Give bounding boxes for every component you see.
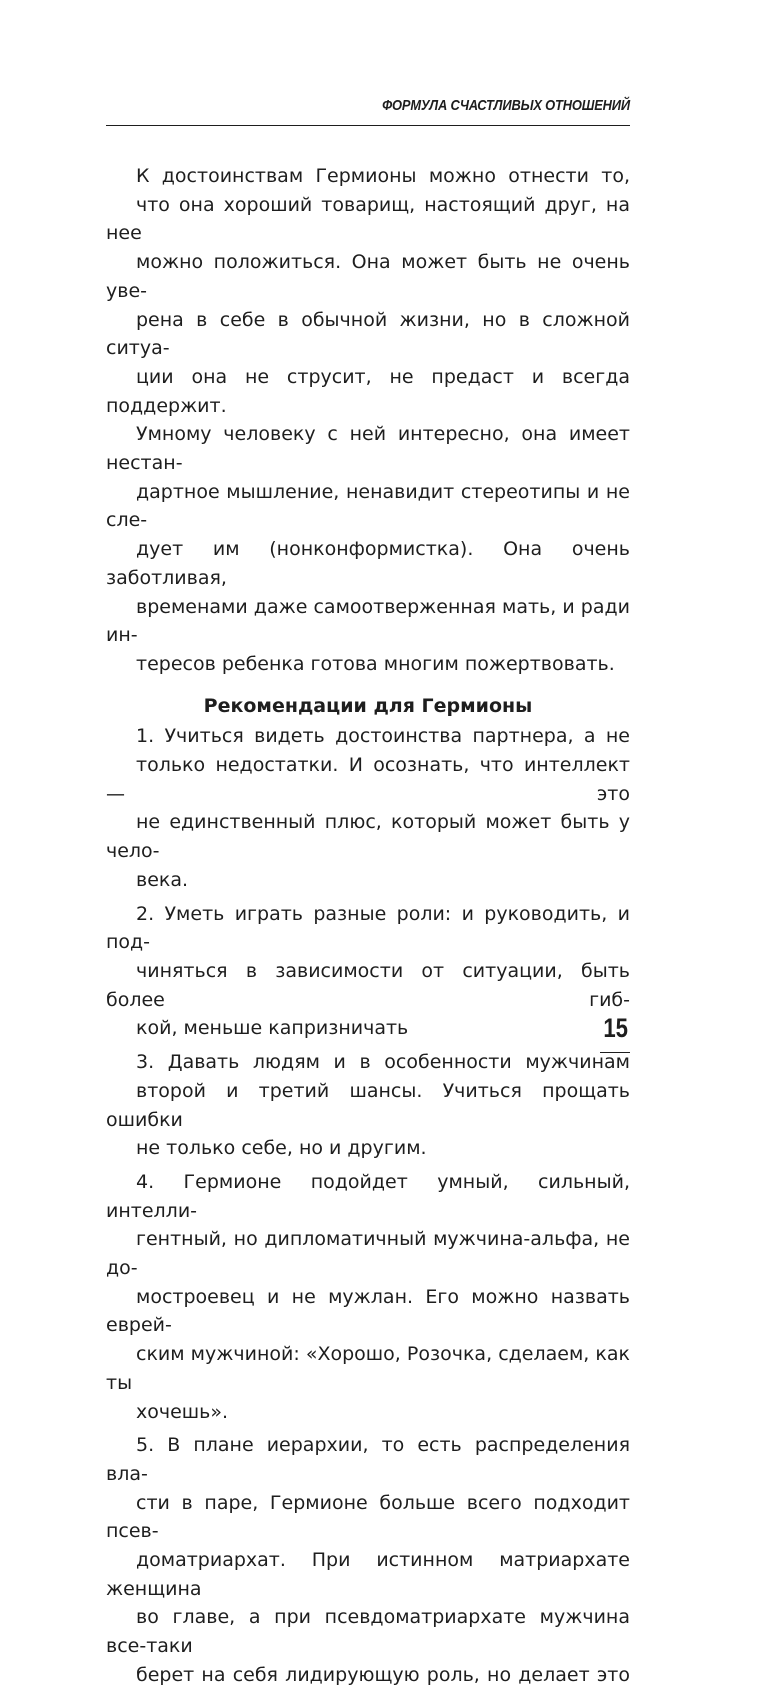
text-line: ским мужчиной: «Хорошо, Розочка, сделаем, как ты	[106, 1343, 630, 1394]
text-line: тересов ребенка готова многим пожертвовать.	[136, 652, 615, 675]
text-line: мостроевец и не мужлан. Его можно назвать еврей-	[106, 1285, 630, 1337]
text-line: чиняться в зависимости от ситуации, быть более гиб-	[106, 959, 630, 1011]
header-rule	[106, 125, 630, 126]
text-line: берет на себя лидирующую роль, но делает это	[136, 1663, 630, 1686]
recommendation-item	[106, 1431, 630, 1689]
text-line: 1. Учиться видеть достоинства партнера, а не	[136, 725, 630, 748]
text-line: ции она не струсит, не предаст и всегда поддержит.	[106, 365, 630, 417]
text-line: доматриархат. При истинном матриархате женщина	[106, 1549, 630, 1600]
text-line: рена в себе в обычной жизни, но в сложной ситуа-	[106, 308, 630, 360]
text-line: гентный, но дипломатичный мужчина-альфа, не до-	[106, 1228, 630, 1280]
intro-paragraph	[106, 162, 630, 679]
text-line: временами даже самоотверженная мать, и ради ин-	[106, 595, 630, 647]
text-line: К достоинствам Гермионы можно отнести то,	[136, 165, 630, 187]
text-line: не только себе, но и другим.	[136, 1137, 427, 1160]
text-line: во главе, а при псевдоматриархате мужчина все-таки	[106, 1606, 630, 1658]
text-line: 5. В плане иерархии, то есть распределения вла-	[106, 1434, 630, 1485]
text-line: века.	[136, 868, 189, 891]
text-line: что она хороший товарищ, настоящий друг, на нее	[106, 193, 630, 245]
page-body	[106, 162, 630, 1695]
text-line: не единственный плюс, который может быть у чело-	[106, 811, 630, 863]
recommendation-item	[106, 1168, 630, 1426]
section-heading: Рекомендации для Гермионы	[203, 694, 533, 717]
text-line: 3. Давать людям и в особенности мужчинам	[136, 1051, 630, 1074]
recommendation-item	[106, 1048, 630, 1163]
recommendation-item	[106, 722, 630, 894]
text-line: хочешь».	[136, 1400, 229, 1423]
text-line: сти в паре, Гермионе больше всего подходит псев-	[106, 1491, 630, 1543]
page-number: 15	[603, 1013, 628, 1043]
page-number-rule	[600, 1052, 630, 1053]
text-line: кой, меньше капризничать	[136, 1017, 409, 1040]
text-line: можно положиться. Она может быть не очень уве-	[106, 251, 630, 302]
text-line: дартное мышление, ненавидит стереотипы и не сле-	[106, 480, 630, 532]
recommendation-item	[106, 900, 630, 1044]
text-line: 2. Уметь играть разные роли: и руководить, и под-	[106, 902, 630, 954]
text-line: Умному человеку с ней интересно, она имеет нестан-	[106, 423, 630, 475]
running-head: ФОРМУЛА СЧАСТЛИВЫХ ОТНОШЕНИЙ	[382, 97, 630, 114]
text-line: второй и третий шансы. Учиться прощать ошибки	[106, 1079, 630, 1131]
text-line: только недостатки. И осознать, что интеллект — это	[106, 754, 630, 805]
text-line: 4. Гермионе подойдет умный, сильный, интелли-	[106, 1170, 630, 1222]
text-line: дует им (нонконформистка). Она очень заботливая,	[106, 538, 630, 589]
